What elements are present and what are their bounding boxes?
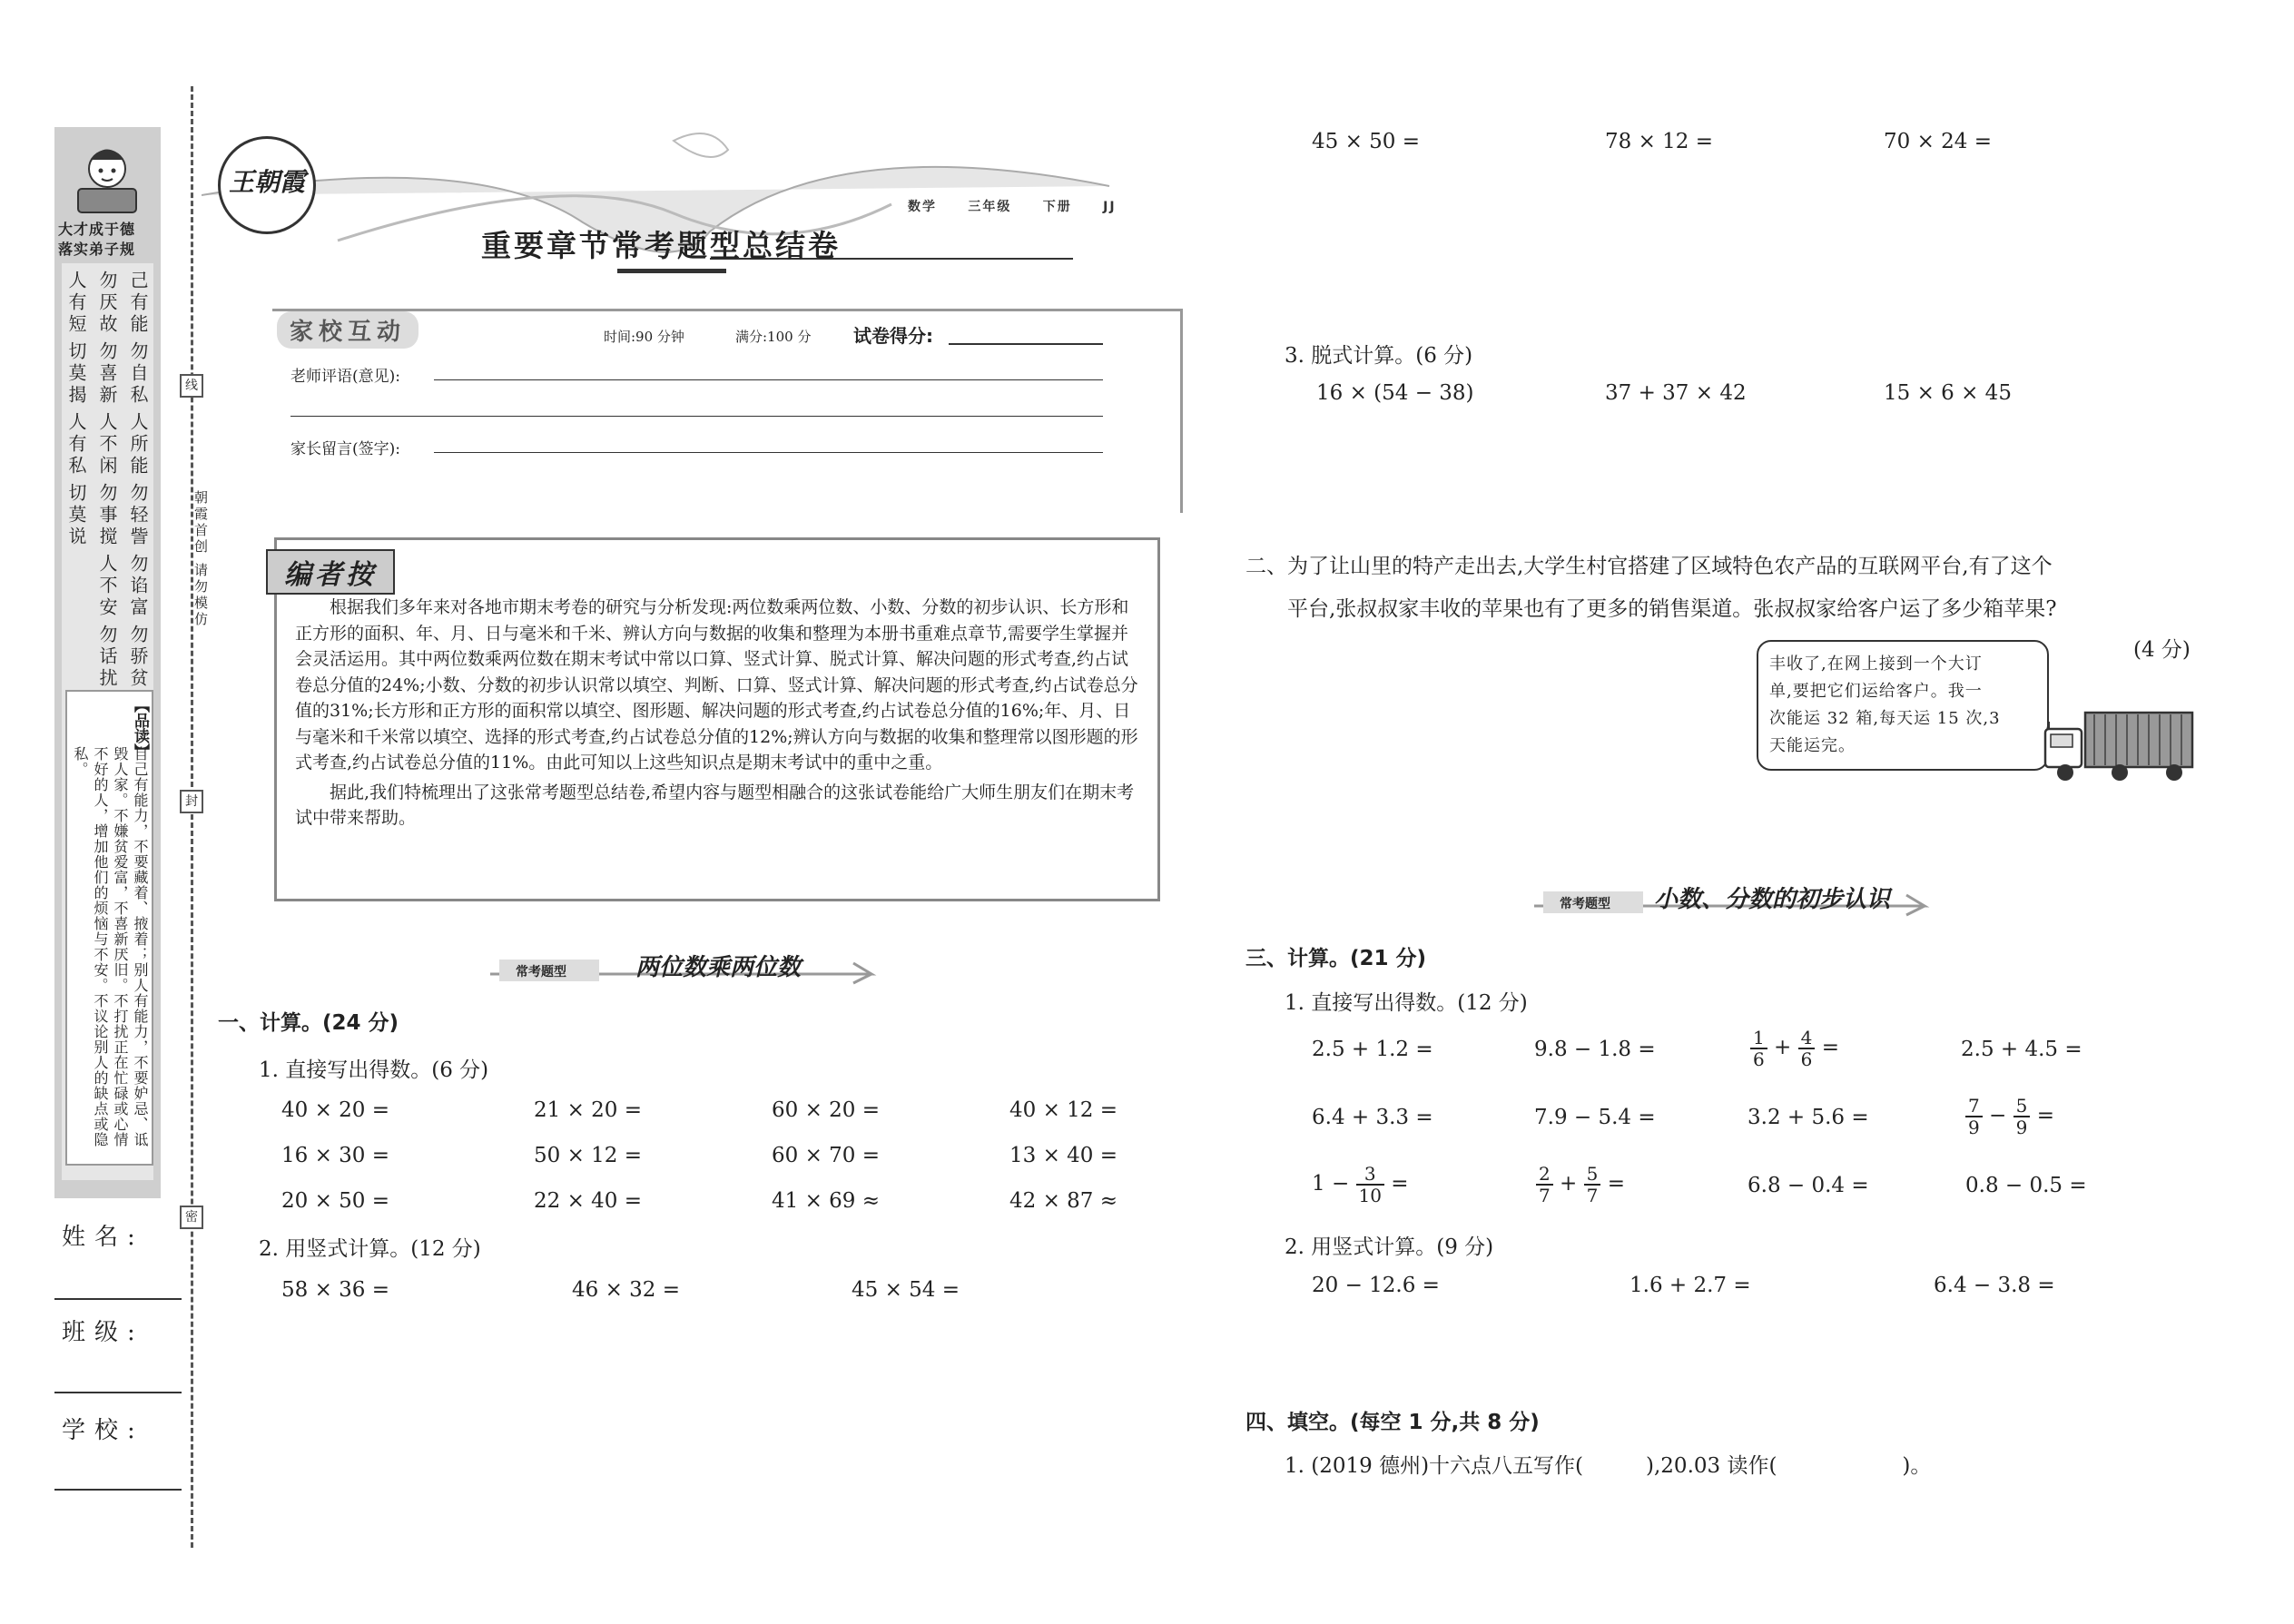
pindu-label: 【品读】 xyxy=(131,697,149,759)
decimal-item: 3.2 + 5.6 = xyxy=(1748,1106,1869,1129)
q1-sub3: 3. 脱式计算。(6 分) xyxy=(1285,344,1473,368)
editor-note-label: 编者按 xyxy=(266,549,395,595)
step-item: 15 × 6 × 45 xyxy=(1884,381,2012,405)
q2-line-1: 二、为了让山里的特产走出去,大学生村官搭建了区域特色农产品的互联网平台,有了这个 xyxy=(1245,555,2053,578)
seal-text: 朝霞首创 请勿模仿 xyxy=(192,490,209,628)
banner-title: 两位数乘两位数 xyxy=(635,954,802,981)
teacher-comment-line-2[interactable] xyxy=(290,416,1103,417)
edition: JJ xyxy=(1103,200,1117,214)
oral-item: 40 × 12 = xyxy=(1009,1098,1118,1122)
bubble-line: 次能运 32 箱,每天运 15 次,3 xyxy=(1769,709,2001,728)
editor-paragraph-2: 据此,我们特梳理出了这张常考题型总结卷,希望内容与题型相融合的这张试卷能给广大师生朋友们在期末考试中带来帮助。 xyxy=(295,782,1135,828)
school-line[interactable] xyxy=(54,1489,182,1491)
title-underline xyxy=(617,269,726,273)
fraction-item: 1 − $\frac{3}{10}$ = xyxy=(1312,1163,1409,1206)
couplet-panel xyxy=(62,263,153,1180)
decimal-item: 2.5 + 1.2 = xyxy=(1312,1038,1433,1061)
q1-sub1: 1. 直接写出得数。(6 分) xyxy=(259,1058,489,1082)
parent-note-line[interactable] xyxy=(434,452,1103,453)
bubble-text xyxy=(1769,651,2001,760)
banner-tag: 常考题型 xyxy=(516,965,566,979)
couplet: 勿事搅 xyxy=(96,483,118,548)
vertical-item: 70 × 24 = xyxy=(1884,130,1993,153)
q4-item-1: 1. (2019 德州)十六点八五写作( ),20.03 读作( )。 xyxy=(1285,1454,1932,1478)
fraction: $\frac{1}{6}$ xyxy=(1750,1028,1767,1069)
oral-item: 42 × 87 ≈ xyxy=(1009,1189,1118,1213)
vertical-item: 78 × 12 = xyxy=(1605,130,1714,153)
step-item: 37 + 37 × 42 xyxy=(1605,381,1747,405)
oral-item: 41 × 69 ≈ xyxy=(772,1189,881,1213)
couplet: 勿话扰 xyxy=(96,625,118,690)
decimal-item: 6.8 − 0.4 = xyxy=(1748,1174,1869,1197)
bubble-line: 天能运完。 xyxy=(1769,736,1856,755)
q3-heading: 三、计算。(21 分) xyxy=(1245,947,1427,970)
oral-item: 40 × 20 = xyxy=(281,1098,390,1122)
brand-logo: 王朝霞 xyxy=(218,136,316,234)
full-score: 满分:100 分 xyxy=(735,329,812,345)
oral-item: 50 × 12 = xyxy=(534,1144,643,1167)
banner-tag: 常考题型 xyxy=(1560,897,1610,911)
couplet: 勿轻訾 xyxy=(127,483,149,548)
oral-item: 16 × 30 = xyxy=(281,1144,390,1167)
banner-line-2: 落实弟子规 xyxy=(58,241,136,258)
vertical-item: 1.6 + 2.7 = xyxy=(1629,1274,1751,1297)
subject-tag xyxy=(908,197,1117,215)
score-field[interactable] xyxy=(949,343,1103,345)
fraction: $\frac{4}{6}$ xyxy=(1798,1028,1816,1069)
oral-item: 22 × 40 = xyxy=(534,1189,643,1213)
q2-points: (4 分) xyxy=(2133,638,2191,662)
couplet: 切莫揭 xyxy=(65,341,87,407)
editor-paragraph-1: 根据我们多年来对各地市期末考卷的研究与分析发现:两位数乘两位数、小数、分数的初步认识、长方形和正方形的面积、年、月、日与毫米和千米、辨认方向与数据的收集和整理为本册书重难点章节,需要学生掌握并会灵活运用。其中两位数乘两位数在期末考试中常以口算、竖式计算、脱式计算、解决问题的形式考查,约占试卷总分值的24%;小数、分数的初步认识常以填空、判断、口算、竖式计算、解决问题的形式考查,约占试卷总分值的31%;长方形和正方形的面积常以填空、图形题、解决问题的形式考查,约占试卷总分值的16%;年、月、日与毫米和千米常以填空、选择的形式考查,约占试卷总分值的12%;辨认方向与数据的收集和整理常以图形题的形式考查,约占试卷总分值的11%。由此可知以上这些知识点是期末考试中的重中之重。 xyxy=(295,597,1138,773)
couplet: 勿谄富 xyxy=(127,554,149,619)
teacher-comment-line[interactable] xyxy=(434,379,1103,380)
grade: 三年级 xyxy=(968,200,1012,214)
couplet: 勿自私 xyxy=(127,341,149,407)
vertical-item: 46 × 32 = xyxy=(572,1278,681,1302)
pindu-text: 自己有能力，不要藏着、掖着；别人有能力，不要妒忌、诋毁人家。不嫌贫爱富，不喜新厌旧。不打扰正在忙碌或心情不好的人，增加他们的烦恼与不安。不议论别人的缺点或隐私。 xyxy=(72,746,149,1147)
fraction: $\frac{5}{9}$ xyxy=(2013,1096,2031,1137)
q3-sub2: 2. 用竖式计算。(9 分) xyxy=(1285,1235,1494,1259)
pindu-box xyxy=(65,690,153,1166)
oral-item: 13 × 40 = xyxy=(1009,1144,1118,1167)
cut-mark: 线 xyxy=(180,374,203,398)
teacher-comment-label: 老师评语(意见): xyxy=(290,368,400,386)
q1-sub2: 2. 用竖式计算。(12 分) xyxy=(259,1237,481,1261)
oral-item: 60 × 70 = xyxy=(772,1144,881,1167)
oral-item: 21 × 20 = xyxy=(534,1098,643,1122)
oral-item: 60 × 20 = xyxy=(772,1098,881,1122)
class-line[interactable] xyxy=(54,1392,182,1393)
name-label: 姓名: xyxy=(62,1224,144,1251)
fraction: $\frac{3}{10}$ xyxy=(1356,1164,1384,1206)
couplet: 人有私 xyxy=(65,412,87,477)
couplet: 人不闲 xyxy=(96,412,118,477)
family-label: 家校互动 xyxy=(277,311,418,349)
subject: 数学 xyxy=(908,200,937,214)
exam-time: 时间:90 分钟 xyxy=(604,329,684,345)
parent-note-label: 家长留言(签字): xyxy=(290,440,400,458)
truck-icon xyxy=(2038,704,2201,785)
couplet: 勿骄贫 xyxy=(127,625,149,690)
page-title: 重要章节常考题型总结卷 xyxy=(481,228,841,263)
couplet: 勿厌故 xyxy=(96,271,118,336)
fraction-item: $\frac{7}{9}$ − $\frac{5}{9}$ = xyxy=(1965,1096,2054,1137)
decimal-item: 2.5 + 4.5 = xyxy=(1961,1038,2082,1061)
speech-bubble xyxy=(1757,640,2049,771)
bubble-line: 丰收了,在网上接到一个大订 xyxy=(1769,655,1983,674)
decimal-item: 6.4 + 3.3 = xyxy=(1312,1106,1433,1129)
editor-note-box xyxy=(274,537,1160,901)
couplet: 切莫说 xyxy=(65,483,87,548)
cut-mark: 封 xyxy=(180,790,203,813)
scholar-icon xyxy=(71,134,143,221)
couplet: 勿喜新 xyxy=(96,341,118,407)
decimal-item: 9.8 − 1.8 = xyxy=(1534,1038,1656,1061)
oral-item: 20 × 50 = xyxy=(281,1189,390,1213)
couplet: 人所能 xyxy=(127,412,149,477)
section-banner-1 xyxy=(490,952,890,985)
score-label: 试卷得分: xyxy=(853,325,933,347)
couplet: 己有能 xyxy=(127,271,149,336)
school-label: 学校: xyxy=(62,1417,144,1444)
section-banner-2 xyxy=(1534,884,1943,917)
decimal-item: 7.9 − 5.4 = xyxy=(1534,1106,1656,1129)
banner-title: 小数、分数的初步认识 xyxy=(1654,886,1891,913)
q1-heading: 一、计算。(24 分) xyxy=(218,1011,399,1035)
cut-line xyxy=(191,86,193,1548)
step-item: 16 × (54 − 38) xyxy=(1316,381,1474,405)
bubble-line: 单,要把它们运给客户。我一 xyxy=(1769,682,1983,701)
volume: 下册 xyxy=(1042,200,1072,214)
decimal-item: 0.8 − 0.5 = xyxy=(1965,1174,2087,1197)
q4-heading: 四、填空。(每空 1 分,共 8 分) xyxy=(1245,1411,1540,1434)
vertical-item: 58 × 36 = xyxy=(281,1278,390,1302)
vertical-item: 20 − 12.6 = xyxy=(1312,1274,1440,1297)
name-line[interactable] xyxy=(54,1298,182,1300)
couplet: 人不安 xyxy=(96,554,118,619)
couplet: 人有短 xyxy=(65,271,87,336)
banner-line-1: 大才成于德 xyxy=(58,221,136,238)
fraction: $\frac{2}{7}$ xyxy=(1536,1164,1553,1206)
left-sidebar xyxy=(54,127,161,1198)
fraction-item: $\frac{1}{6}$ + $\frac{4}{6}$ = xyxy=(1750,1028,1839,1069)
cut-mark: 密 xyxy=(180,1206,203,1229)
fraction: $\frac{5}{7}$ xyxy=(1584,1164,1601,1206)
fraction: $\frac{7}{9}$ xyxy=(1965,1096,1983,1137)
vertical-item: 45 × 50 = xyxy=(1312,130,1421,153)
editor-note-body xyxy=(295,595,1139,832)
q3-sub1: 1. 直接写出得数。(12 分) xyxy=(1285,991,1528,1015)
vertical-item: 6.4 − 3.8 = xyxy=(1934,1274,2055,1297)
class-label: 班级: xyxy=(62,1319,144,1346)
vertical-item: 45 × 54 = xyxy=(852,1278,960,1302)
fraction-item: $\frac{2}{7}$ + $\frac{5}{7}$ = xyxy=(1536,1164,1625,1206)
q2-line-2: 平台,张叔叔家丰收的苹果也有了更多的销售渠道。张叔叔家给客户运了多少箱苹果? xyxy=(1287,597,2057,621)
